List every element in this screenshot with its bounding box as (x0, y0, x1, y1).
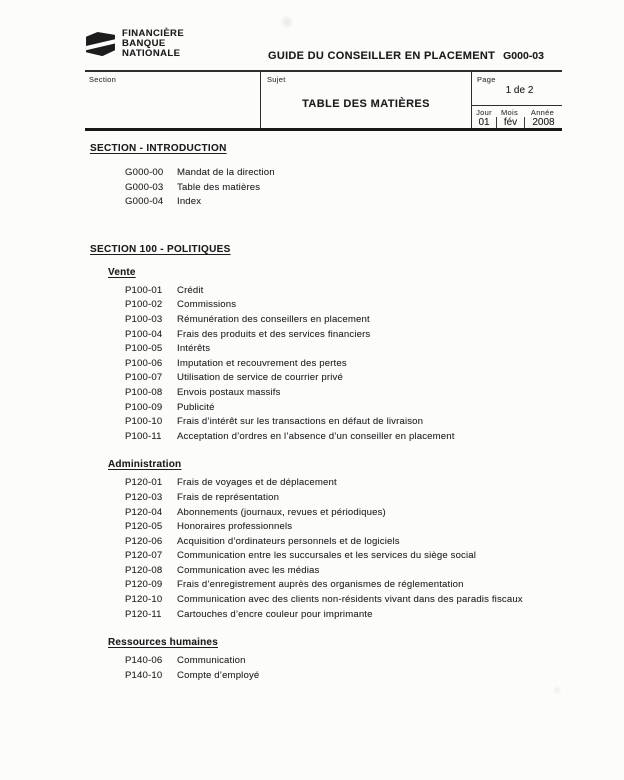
toc-item (90, 195, 580, 210)
toc-item (90, 328, 580, 343)
toc-item-code: P140-06 (125, 655, 163, 667)
date-labels (472, 106, 562, 117)
month-label: Mois (500, 108, 519, 117)
toc-item (90, 430, 580, 445)
day-value: 01 (478, 117, 490, 128)
subject-value: TABLE DES MATIÈRES (302, 98, 430, 110)
date-box (472, 106, 562, 128)
toc-item-title: Frais d’enregistrement auprès des organismes de réglementation (177, 579, 464, 591)
toc-item-title: Frais de voyages et de déplacement (177, 477, 337, 489)
section-groups (90, 166, 580, 210)
bank-logo (85, 29, 260, 63)
toc-item (90, 401, 580, 416)
toc-item-code: P120-06 (125, 535, 163, 547)
group-items (90, 166, 580, 210)
bank-logo-text (122, 29, 184, 59)
toc-item (90, 654, 580, 669)
toc-item (90, 491, 580, 506)
group-items (90, 284, 580, 445)
day-label: Jour (476, 108, 492, 117)
logo-line-3: NATIONALE (122, 48, 181, 59)
section-cell (85, 72, 260, 128)
toc-item-code: P120-08 (125, 564, 163, 576)
toc-item-title: Commissions (177, 299, 237, 311)
toc-item-code: P100-02 (125, 299, 163, 311)
toc-item (90, 284, 580, 299)
toc-item-code: P100-08 (125, 386, 163, 398)
page-cell (472, 72, 562, 128)
toc-item-title: Frais des produits et des services financiers (177, 328, 371, 340)
toc-item-title: Communication avec des clients non-résidents vivant dans des paradis fiscaux (177, 594, 523, 606)
section-label: Section (89, 75, 117, 84)
toc-item-title: Table des matières (177, 181, 261, 193)
toc-item-title: Utilisation de service de courrier privé (177, 372, 343, 384)
group-items (90, 654, 580, 683)
toc-item (90, 313, 580, 328)
toc-item (90, 415, 580, 430)
page-label: Page (477, 75, 496, 84)
toc-item-title: Intérêts (177, 343, 211, 355)
toc-item-code: G000-00 (125, 167, 164, 178)
toc-item-code: P120-04 (125, 506, 163, 518)
toc-section (90, 244, 580, 684)
logo-line-1: FINANCIÈRE (122, 28, 185, 39)
toc-item (90, 608, 580, 623)
toc-item-title: Imputation et recouvrement des pertes (177, 357, 347, 369)
toc-item-title: Crédit (177, 284, 204, 296)
toc-item (90, 166, 580, 181)
toc-item-code: P120-10 (125, 594, 163, 606)
toc-item (90, 476, 580, 491)
toc-item-code: P120-01 (125, 477, 163, 489)
toc-section (90, 143, 580, 210)
toc-item-title: Compte d’employé (177, 669, 260, 681)
toc-item (90, 520, 580, 535)
year-value: 2008 (532, 117, 555, 128)
toc-item-code: G000-03 (125, 181, 164, 193)
toc-group (90, 267, 580, 445)
toc-item (90, 386, 580, 401)
month-value: fév (496, 117, 525, 128)
toc-item-code: P100-06 (125, 357, 163, 369)
toc-item-code: P120-09 (125, 579, 163, 591)
subject-label: Sujet (267, 75, 286, 84)
toc-item (90, 669, 580, 684)
group-subheading: Ressources humaines (108, 637, 218, 649)
toc-item-title: Mandat de la direction (177, 167, 275, 178)
toc-item-title: Communication avec les médias (177, 564, 320, 576)
toc-item-title: Communication entre les succursales et les services du siège social (177, 550, 477, 562)
page-number-box (472, 72, 562, 106)
toc-item-title: Publicité (177, 401, 215, 413)
toc-item-code: G000-04 (125, 196, 164, 208)
toc-item-title: Abonnements (journaux, revues et périodiques) (177, 506, 386, 518)
section-heading: SECTION 100 - POLITIQUES (90, 243, 231, 255)
toc-item-title: Acceptation d’ordres en l’absence d’un conseiller en placement (177, 430, 455, 442)
toc-item-code: P100-11 (125, 430, 162, 442)
subject-cell (260, 72, 472, 128)
toc-group (90, 166, 580, 210)
toc-item-code: P100-03 (125, 313, 163, 325)
section-heading: SECTION - INTRODUCTION (90, 143, 227, 154)
toc-item-code: P120-07 (125, 550, 163, 562)
toc-item-code: P100-04 (125, 328, 163, 340)
toc-item (90, 564, 580, 579)
toc-item-code: P100-09 (125, 401, 163, 413)
toc-item-title: Cartouches d’encre couleur pour imprimante (177, 608, 373, 620)
toc-item-code: P100-05 (125, 343, 163, 355)
year-label: Année (530, 108, 555, 117)
toc-item-title: Frais de représentation (177, 491, 280, 503)
toc-item (90, 357, 580, 372)
toc-item-title: Rémunération des conseillers en placement (177, 313, 370, 325)
toc-item-code: P100-01 (125, 284, 163, 296)
toc-group (90, 637, 580, 683)
group-subheading: Administration (108, 459, 182, 471)
toc-item-title: Frais d’intérêt sur les transactions en défaut de livraison (177, 416, 424, 428)
letterhead (85, 29, 562, 63)
toc-item-title: Communication (177, 655, 246, 667)
toc-item-code: P100-10 (125, 416, 163, 428)
toc-item-code: P120-03 (125, 491, 163, 503)
page-number: 1 de 2 (505, 85, 534, 96)
toc-item (90, 506, 580, 521)
toc-item (90, 549, 580, 564)
section-groups (90, 267, 580, 684)
toc-item (90, 371, 580, 386)
toc-item-title: Acquisition d’ordinateurs personnels et de logiciels (177, 535, 400, 547)
logo-line-2: BANQUE (122, 38, 166, 49)
toc-item-title: Envois postaux massifs (177, 386, 281, 398)
toc-item-title: Honoraires professionnels (177, 521, 293, 533)
group-items (90, 476, 580, 622)
toc-item-code: P100-07 (125, 372, 163, 384)
toc-item (90, 342, 580, 357)
header-table (85, 70, 562, 131)
flag-icon (85, 31, 116, 63)
toc-item-code: P120-11 (125, 608, 162, 620)
toc-item-code: P140-10 (125, 669, 163, 681)
toc-item (90, 181, 580, 196)
toc-item (90, 593, 580, 608)
toc-group (90, 459, 580, 622)
document-code: G000-03 (503, 50, 544, 62)
toc-item (90, 578, 580, 593)
toc-item (90, 298, 580, 313)
toc-item (90, 535, 580, 550)
group-subheading: Vente (108, 266, 136, 278)
table-of-contents (90, 143, 580, 683)
toc-item-code: P120-05 (125, 521, 163, 533)
document-title: GUIDE DU CONSEILLER EN PLACEMENT (267, 50, 496, 62)
date-values (472, 117, 562, 128)
toc-item-title: Index (177, 196, 202, 208)
